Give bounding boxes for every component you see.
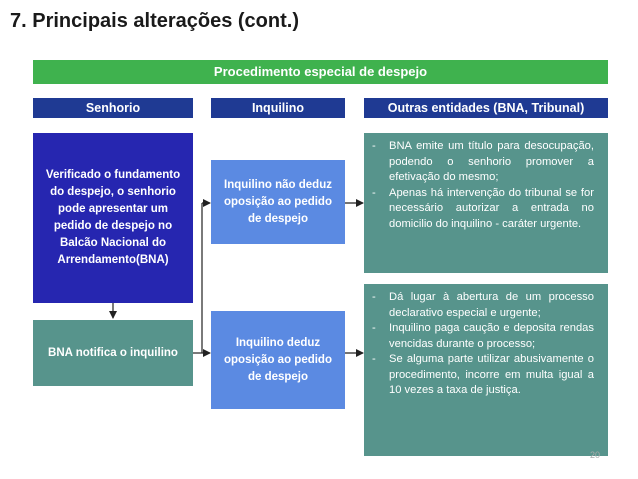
header-inquilino: Inquilino (211, 98, 345, 118)
outcome-bottom-item: - Se alguma parte utilizar abusivamente o procedimento, incorre em multa igual a 10 vezes a taxa de justiça. (372, 352, 594, 399)
inquilino-nao-deduz-text: Inquilino não deduz oposição ao pedido de despejo (224, 178, 332, 225)
page-number: 20 (590, 450, 601, 460)
bna-notifica-text: BNA notifica o inquilino (48, 346, 178, 359)
inquilino-nao-deduz-box (211, 160, 345, 244)
bna-notifica-box (33, 320, 193, 386)
outcome-top-item: - BNA emite um título para desocupação, podendo o senhorio promover a efetivação do mesmo; (372, 139, 594, 186)
procedure-banner: Procedimento especial de despejo (33, 60, 608, 84)
inquilino-deduz-text: Inquilino deduz oposição ao pedido de despejo (224, 336, 332, 383)
outcome-top-item: - Apenas há intervenção do tribunal se for necessário autorizar a entrada no domicilio do inquilino - caráter urgente. (372, 186, 594, 233)
senhorio-request-box (33, 133, 193, 303)
senhorio-request-text: Verificado o fundamento do despejo, o senhorio pode apresentar um pedido de despejo no Balcão Nacional do Arrendamento(BNA) (45, 169, 181, 266)
outcome-bottom-box (364, 284, 608, 456)
outcome-top-box (364, 133, 608, 273)
header-senhorio: Senhorio (33, 98, 193, 118)
outcome-bottom-item: - Dá lugar à abertura de um processo declarativo especial e urgente; (372, 290, 594, 321)
outcome-bottom-item: - Inquilino paga caução e deposita rendas vencidas durante o processo; (372, 321, 594, 352)
page-title: 7. Principais alterações (cont.) (10, 10, 299, 32)
header-outras-entidades: Outras entidades (BNA, Tribunal) (364, 98, 608, 118)
inquilino-deduz-box (211, 311, 345, 409)
